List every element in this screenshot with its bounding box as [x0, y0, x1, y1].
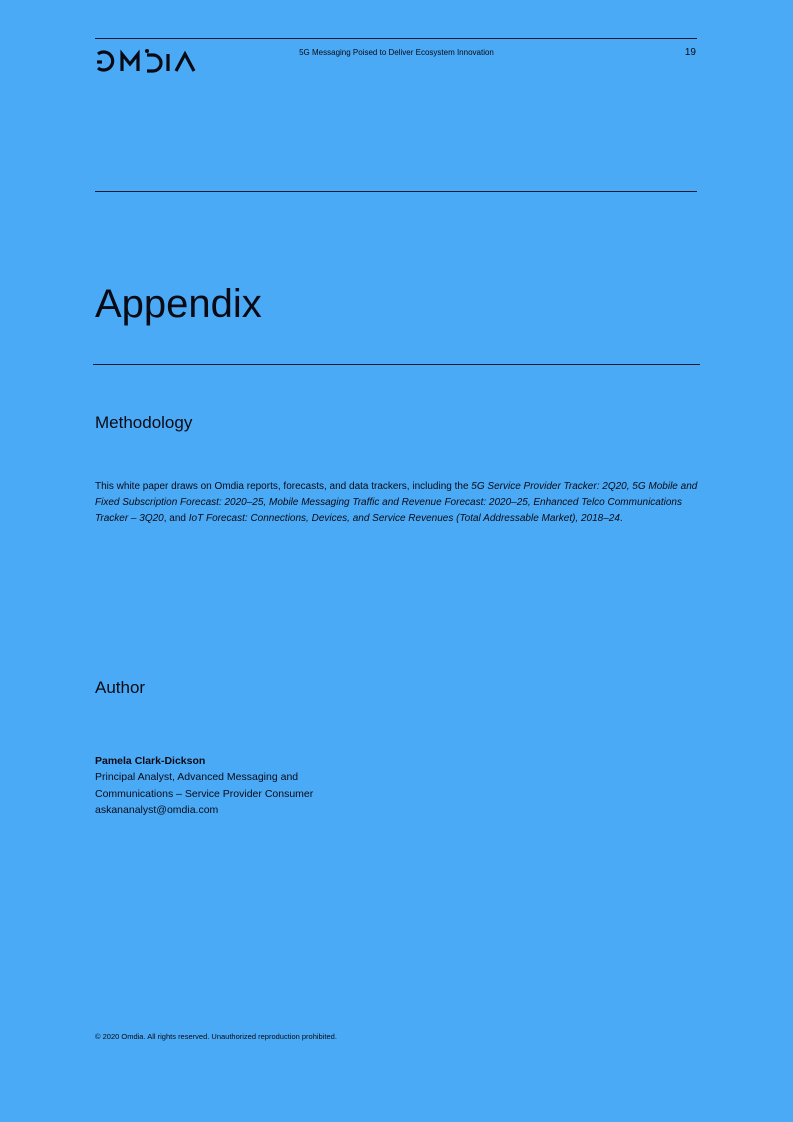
author-role: Communications – Service Provider Consumer	[95, 787, 314, 800]
svg-text:OMDIA: OMDIA	[95, 48, 99, 49]
page-number: 19	[684, 47, 696, 58]
copyright-footer: © 2020 Omdia. All rights reserved. Unauthorized reproduction prohibited.	[95, 1032, 337, 1041]
methodology-paragraph	[95, 479, 700, 528]
section-bottom-rule	[93, 364, 700, 365]
para-run-italic: IoT Forecast: Connections, Devices, and Service Revenues (Total Addressable Market), 2018–24	[188, 513, 620, 525]
header-top-rule	[95, 38, 697, 39]
document-title: 5G Messaging Poised to Deliver Ecosystem Innovation	[299, 48, 494, 57]
para-run-italic: 5G Service Provider Tracker: 2Q20, 5G Mobile and Fixed Subscription Forecast: 2020–25, Mobile Messaging Traffic and Revenue Forecast: 2020–25, Enhanced Telco Communications Tracker – 3Q20	[95, 481, 698, 525]
para-run: , and	[163, 513, 189, 525]
section-top-rule	[95, 191, 697, 192]
methodology-heading: Methodology	[95, 413, 193, 432]
author-heading: Author	[95, 678, 146, 697]
author-block	[95, 753, 313, 818]
page-heading: Appendix	[95, 282, 262, 326]
author-role: Principal Analyst, Advanced Messaging and	[95, 771, 299, 784]
para-run: .	[619, 513, 623, 525]
author-email-link[interactable]: askananalyst@omdia.com	[95, 803, 219, 816]
para-run: This white paper draws on Omdia reports, forecasts, and data trackers, including the	[95, 481, 472, 492]
author-name: Pamela Clark-Dickson	[95, 755, 206, 767]
